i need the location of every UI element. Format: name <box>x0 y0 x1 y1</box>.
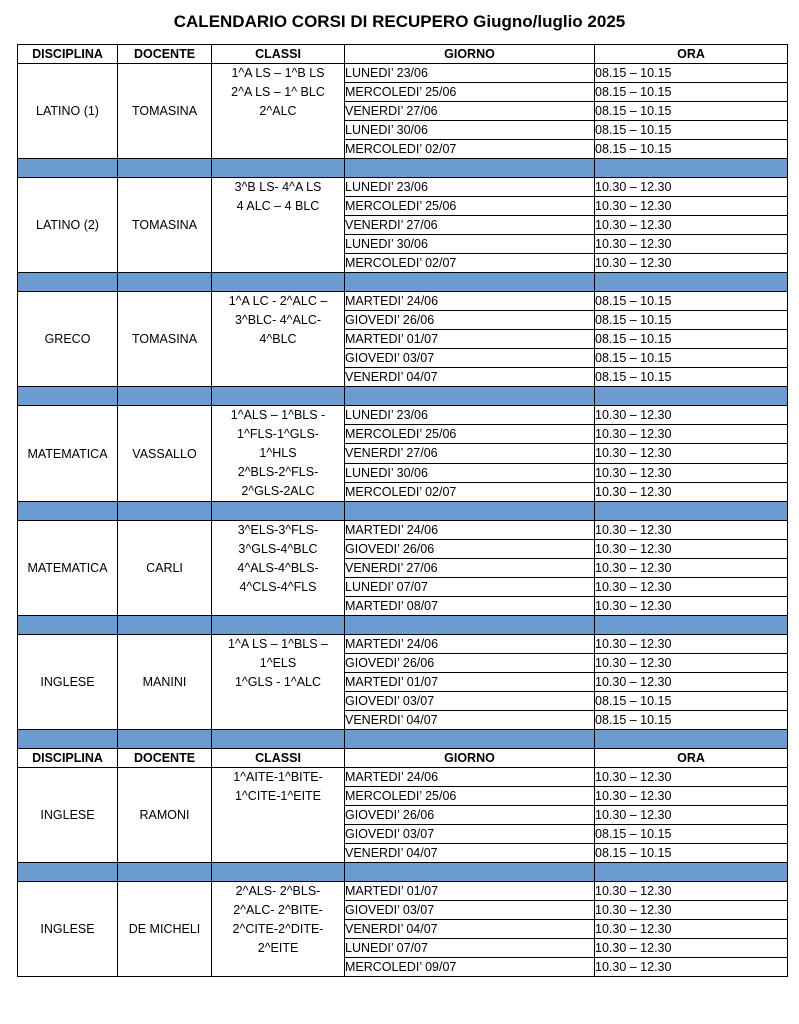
separator-cell <box>18 863 118 882</box>
separator-cell <box>345 863 595 882</box>
classi-line: 1^HLS <box>259 446 297 460</box>
header-row <box>18 749 788 768</box>
giorno-cell: MARTEDI’ 01/07 <box>345 673 595 692</box>
giorno-cell: MERCOLEDI’ 25/06 <box>345 83 595 102</box>
ora-cell: 10.30 – 12.30 <box>595 444 788 463</box>
ora-cell: 10.30 – 12.30 <box>595 958 788 977</box>
page-title: CALENDARIO CORSI DI RECUPERO Giugno/luglio 2025 <box>173 12 626 31</box>
ora-cell: 08.15 – 10.15 <box>595 64 788 83</box>
giorno-cell: LUNEDI’ 23/06 <box>345 178 595 197</box>
session-row <box>18 635 788 654</box>
separator-cell <box>18 730 118 749</box>
classi-line: 2^ALS- 2^BLS- <box>235 884 321 898</box>
ora-cell: 10.30 – 12.30 <box>595 197 788 216</box>
ora-cell: 10.30 – 12.30 <box>595 882 788 901</box>
header-docente: DOCENTE <box>118 749 212 768</box>
ora-cell: 10.30 – 12.30 <box>595 254 788 273</box>
separator-cell <box>212 730 345 749</box>
classi-line: 1^ELS <box>259 656 297 670</box>
giorno-cell: LUNEDI’ 07/07 <box>345 578 595 597</box>
separator-cell <box>118 730 212 749</box>
ora-cell: 08.15 – 10.15 <box>595 311 788 330</box>
giorno-cell: VENERDI’ 27/06 <box>345 102 595 121</box>
ora-cell: 10.30 – 12.30 <box>595 787 788 806</box>
giorno-cell: VENERDI’ 04/07 <box>345 844 595 863</box>
classi-line: 4^BLC <box>259 332 297 346</box>
classi-line: 3^B LS- 4^A LS <box>234 180 322 194</box>
ora-cell: 08.15 – 10.15 <box>595 140 788 159</box>
ora-cell: 10.30 – 12.30 <box>595 578 788 597</box>
ora-cell: 10.30 – 12.30 <box>595 178 788 197</box>
separator-cell <box>595 273 788 292</box>
separator-cell <box>595 159 788 178</box>
header-classi: CLASSI <box>212 749 345 768</box>
ora-cell: 10.30 – 12.30 <box>595 406 788 425</box>
ora-cell: 10.30 – 12.30 <box>595 235 788 254</box>
ora-cell: 08.15 – 10.15 <box>595 330 788 349</box>
separator-cell <box>345 159 595 178</box>
separator-cell <box>118 273 212 292</box>
ora-cell: 10.30 – 12.30 <box>595 654 788 673</box>
ora-cell: 10.30 – 12.30 <box>595 920 788 939</box>
giorno-cell: GIOVEDI’ 26/06 <box>345 311 595 330</box>
separator-cell <box>18 616 118 635</box>
schedule-table <box>17 44 788 977</box>
giorno-cell: MERCOLEDI’ 02/07 <box>345 140 595 159</box>
giorno-cell: GIOVEDI’ 26/06 <box>345 540 595 559</box>
ora-cell: 08.15 – 10.15 <box>595 121 788 140</box>
classi-cell <box>212 64 345 159</box>
ora-cell: 10.30 – 12.30 <box>595 768 788 787</box>
classi-line: 1^A LS – 1^BLS – <box>228 637 328 651</box>
header-disciplina: DISCIPLINA <box>18 45 118 64</box>
classi-line: 1^AITE-1^BITE- <box>233 770 323 784</box>
classi-line: 1^ALS – 1^BLS - <box>230 408 326 422</box>
classi-cell <box>212 882 345 977</box>
giorno-cell: GIOVEDI’ 03/07 <box>345 349 595 368</box>
ora-cell: 10.30 – 12.30 <box>595 521 788 540</box>
classi-line: 1^A LS – 1^B LS <box>231 66 325 80</box>
ora-cell: 10.30 – 12.30 <box>595 939 788 958</box>
ora-cell: 10.30 – 12.30 <box>595 425 788 444</box>
disciplina-cell: MATEMATICA <box>18 406 118 502</box>
giorno-cell: VENERDI’ 04/07 <box>345 711 595 730</box>
ora-cell: 08.15 – 10.15 <box>595 349 788 368</box>
disciplina-cell: GRECO <box>18 292 118 387</box>
giorno-cell: VENERDI’ 04/07 <box>345 920 595 939</box>
giorno-cell: MARTEDI’ 24/06 <box>345 768 595 787</box>
separator-cell <box>212 502 345 521</box>
giorno-cell: MARTEDI’ 24/06 <box>345 635 595 654</box>
header-giorno: GIORNO <box>345 749 595 768</box>
giorno-cell: MERCOLEDI’ 25/06 <box>345 425 595 444</box>
header-docente: DOCENTE <box>118 45 212 64</box>
session-row <box>18 882 788 901</box>
separator-row <box>18 616 788 635</box>
separator-row <box>18 273 788 292</box>
classi-line: 2^ALC- 2^BITE- <box>233 903 323 917</box>
ora-cell: 10.30 – 12.30 <box>595 901 788 920</box>
separator-row <box>18 387 788 406</box>
docente-cell: DE MICHELI <box>118 882 212 977</box>
docente-cell: TOMASINA <box>118 178 212 273</box>
classi-cell <box>212 635 345 730</box>
giorno-cell: LUNEDI’ 30/06 <box>345 235 595 254</box>
classi-line: 1^CITE-1^EITE <box>234 789 322 803</box>
disciplina-cell: INGLESE <box>18 882 118 977</box>
giorno-cell: LUNEDI’ 23/06 <box>345 406 595 425</box>
disciplina-cell: LATINO (2) <box>18 178 118 273</box>
disciplina-cell: INGLESE <box>18 635 118 730</box>
separator-cell <box>345 273 595 292</box>
giorno-cell: MARTEDI’ 01/07 <box>345 330 595 349</box>
session-row <box>18 406 788 425</box>
ora-cell: 08.15 – 10.15 <box>595 711 788 730</box>
giorno-cell: LUNEDI’ 07/07 <box>345 939 595 958</box>
header-giorno: GIORNO <box>345 45 595 64</box>
ora-cell: 10.30 – 12.30 <box>595 482 788 501</box>
docente-cell: TOMASINA <box>118 64 212 159</box>
ora-cell: 10.30 – 12.30 <box>595 597 788 616</box>
docente-cell: MANINI <box>118 635 212 730</box>
separator-cell <box>212 387 345 406</box>
ora-cell: 08.15 – 10.15 <box>595 102 788 121</box>
classi-line: 3^BLC- 4^ALC- <box>234 313 322 327</box>
classi-line: 2^A LS – 1^ BLC <box>231 85 325 99</box>
ora-cell: 10.30 – 12.30 <box>595 540 788 559</box>
giorno-cell: MERCOLEDI’ 02/07 <box>345 254 595 273</box>
classi-cell <box>212 178 345 273</box>
giorno-cell: MARTEDI’ 01/07 <box>345 882 595 901</box>
docente-cell: TOMASINA <box>118 292 212 387</box>
classi-line: 3^GLS-4^BLC <box>238 542 318 556</box>
giorno-cell: GIOVEDI’ 03/07 <box>345 692 595 711</box>
session-row <box>18 292 788 311</box>
ora-cell: 08.15 – 10.15 <box>595 825 788 844</box>
classi-line: 2^CITE-2^DITE- <box>232 922 324 936</box>
giorno-cell: VENERDI’ 04/07 <box>345 368 595 387</box>
classi-line: 4 ALC – 4 BLC <box>236 199 320 213</box>
giorno-cell: GIOVEDI’ 26/06 <box>345 806 595 825</box>
ora-cell: 08.15 – 10.15 <box>595 368 788 387</box>
separator-cell <box>345 730 595 749</box>
giorno-cell: LUNEDI’ 23/06 <box>345 64 595 83</box>
giorno-cell: MERCOLEDI’ 02/07 <box>345 482 595 501</box>
separator-cell <box>18 387 118 406</box>
separator-cell <box>118 159 212 178</box>
ora-cell: 08.15 – 10.15 <box>595 83 788 102</box>
ora-cell: 08.15 – 10.15 <box>595 292 788 311</box>
separator-cell <box>345 502 595 521</box>
classi-line: 1^A LC - 2^ALC – <box>228 294 328 308</box>
giorno-cell: LUNEDI’ 30/06 <box>345 121 595 140</box>
separator-cell <box>345 387 595 406</box>
separator-cell <box>595 863 788 882</box>
classi-line: 4^ALS-4^BLS- <box>237 561 319 575</box>
disciplina-cell: MATEMATICA <box>18 521 118 616</box>
header-disciplina: DISCIPLINA <box>18 749 118 768</box>
separator-cell <box>595 502 788 521</box>
separator-cell <box>595 387 788 406</box>
classi-line: 1^GLS - 1^ALC <box>234 675 322 689</box>
separator-cell <box>118 387 212 406</box>
giorno-cell: VENERDI’ 27/06 <box>345 559 595 578</box>
separator-row <box>18 159 788 178</box>
giorno-cell: GIOVEDI’ 03/07 <box>345 825 595 844</box>
ora-cell: 10.30 – 12.30 <box>595 806 788 825</box>
giorno-cell: LUNEDI’ 30/06 <box>345 463 595 482</box>
separator-cell <box>595 730 788 749</box>
header-ora: ORA <box>595 45 788 64</box>
separator-cell <box>212 863 345 882</box>
docente-cell: RAMONI <box>118 768 212 863</box>
separator-cell <box>18 159 118 178</box>
header-classi: CLASSI <box>212 45 345 64</box>
giorno-cell: MARTEDI’ 24/06 <box>345 292 595 311</box>
classi-cell <box>212 768 345 863</box>
giorno-cell: GIOVEDI’ 26/06 <box>345 654 595 673</box>
separator-cell <box>212 273 345 292</box>
giorno-cell: MARTEDI’ 08/07 <box>345 597 595 616</box>
disciplina-cell: LATINO (1) <box>18 64 118 159</box>
separator-cell <box>595 616 788 635</box>
disciplina-cell: INGLESE <box>18 768 118 863</box>
separator-cell <box>212 159 345 178</box>
header-row <box>18 45 788 64</box>
header-ora: ORA <box>595 749 788 768</box>
separator-cell <box>118 616 212 635</box>
schedule-body <box>18 45 788 977</box>
classi-line: 2^BLS-2^FLS- <box>237 465 319 479</box>
docente-cell: VASSALLO <box>118 406 212 502</box>
separator-row <box>18 502 788 521</box>
classi-line: 2^EITE <box>257 941 299 955</box>
classi-line: 2^ALC <box>259 104 297 118</box>
separator-cell <box>118 863 212 882</box>
classi-line: 3^ELS-3^FLS- <box>237 523 319 537</box>
classi-cell <box>212 292 345 387</box>
giorno-cell: MERCOLEDI’ 25/06 <box>345 787 595 806</box>
session-row <box>18 178 788 197</box>
ora-cell: 10.30 – 12.30 <box>595 673 788 692</box>
classi-cell <box>212 521 345 616</box>
separator-cell <box>18 502 118 521</box>
separator-row <box>18 730 788 749</box>
ora-cell: 10.30 – 12.30 <box>595 559 788 578</box>
giorno-cell: VENERDI’ 27/06 <box>345 216 595 235</box>
giorno-cell: MERCOLEDI’ 09/07 <box>345 958 595 977</box>
separator-cell <box>118 502 212 521</box>
giorno-cell: MERCOLEDI’ 25/06 <box>345 197 595 216</box>
ora-cell: 10.30 – 12.30 <box>595 635 788 654</box>
separator-cell <box>345 616 595 635</box>
separator-cell <box>18 273 118 292</box>
ora-cell: 08.15 – 10.15 <box>595 844 788 863</box>
classi-line: 1^FLS-1^GLS- <box>237 427 319 441</box>
session-row <box>18 521 788 540</box>
giorno-cell: GIOVEDI’ 03/07 <box>345 901 595 920</box>
classi-line: 4^CLS-4^FLS <box>239 580 317 594</box>
giorno-cell: VENERDI’ 27/06 <box>345 444 595 463</box>
ora-cell: 08.15 – 10.15 <box>595 692 788 711</box>
ora-cell: 10.30 – 12.30 <box>595 463 788 482</box>
docente-cell: CARLI <box>118 521 212 616</box>
session-row <box>18 64 788 83</box>
separator-cell <box>212 616 345 635</box>
classi-line: 2^GLS-2ALC <box>241 484 315 498</box>
ora-cell: 10.30 – 12.30 <box>595 216 788 235</box>
giorno-cell: MARTEDI’ 24/06 <box>345 521 595 540</box>
session-row <box>18 768 788 787</box>
classi-cell <box>212 406 345 502</box>
separator-row <box>18 863 788 882</box>
